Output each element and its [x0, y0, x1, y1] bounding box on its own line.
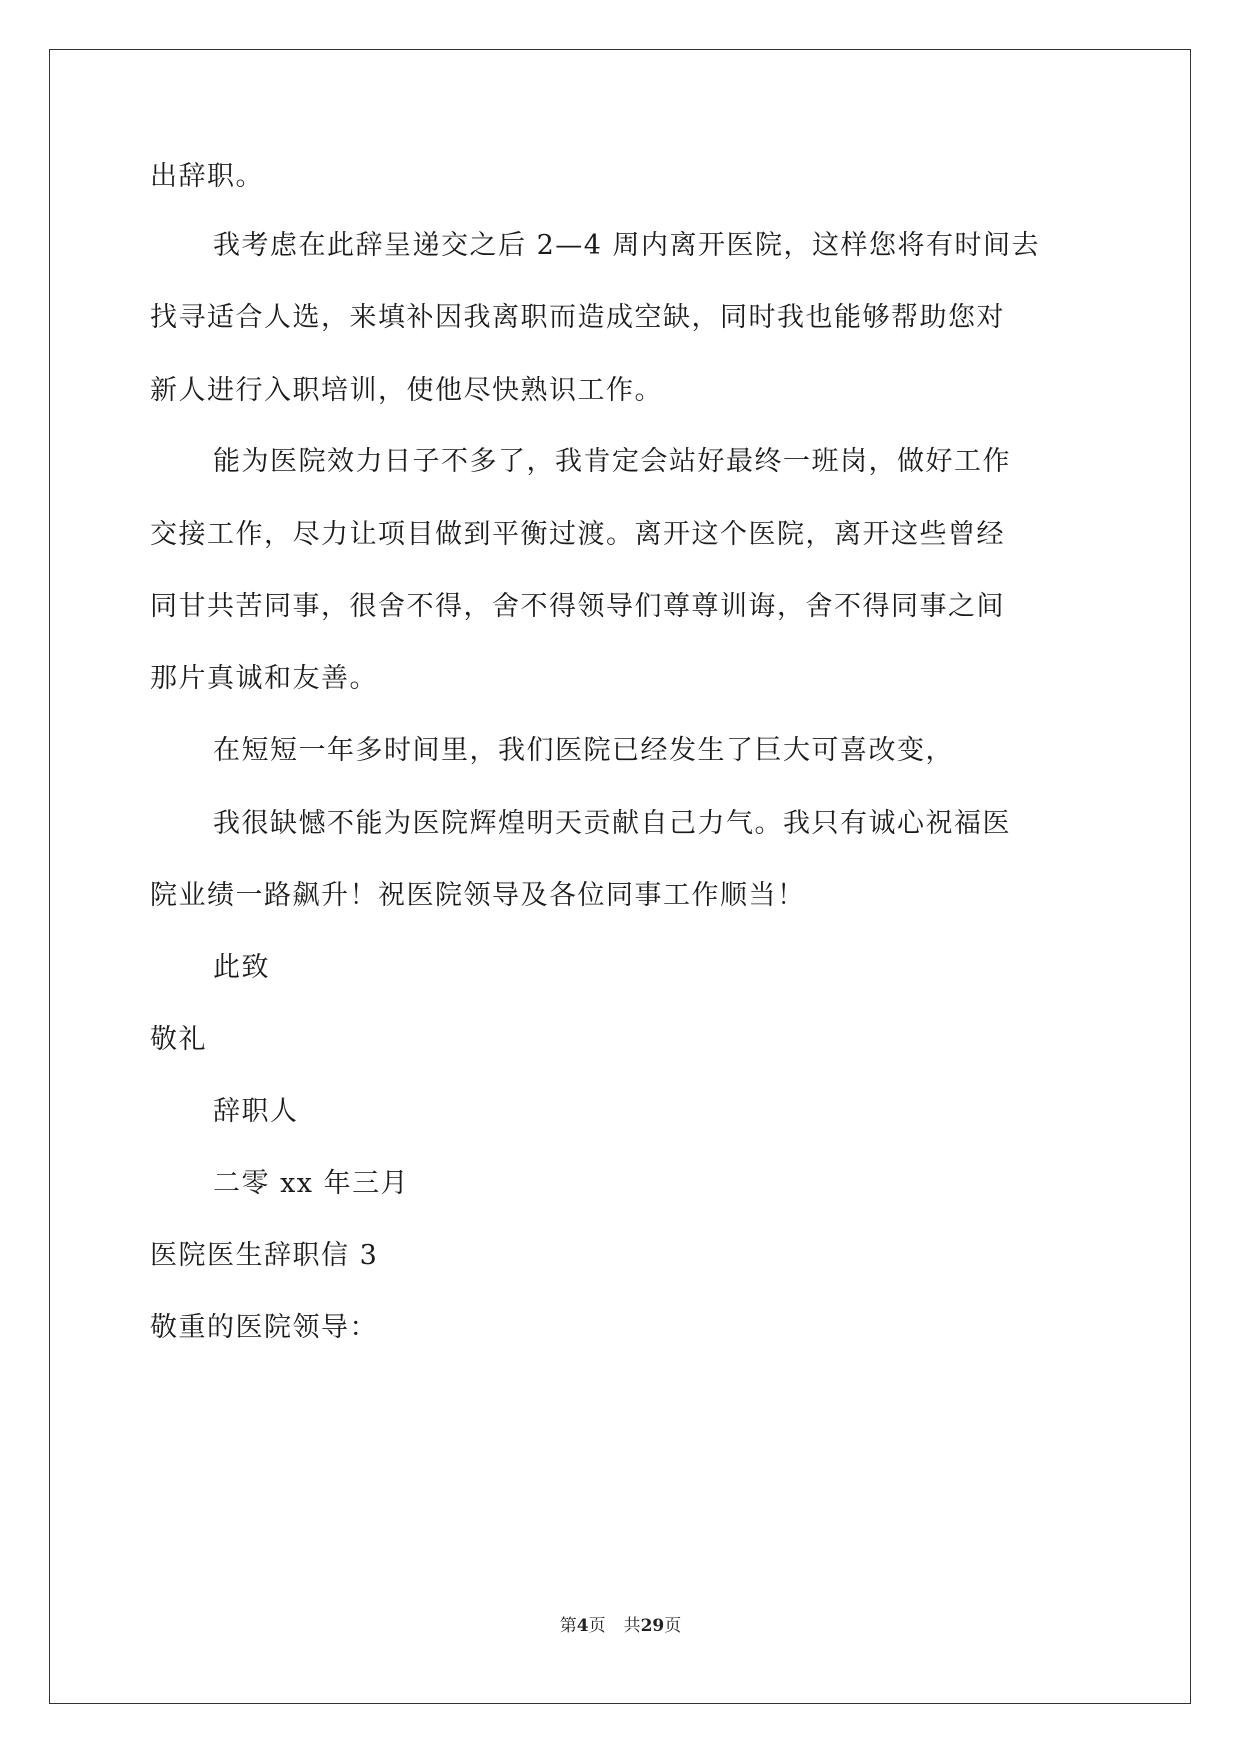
total-suffix: 页 — [664, 1616, 682, 1636]
page-number: 4 — [576, 1616, 589, 1636]
text-line-6: 交接工作，尽力让项目做到平衡过渡。离开这个医院，离开这些曾经 — [150, 519, 1005, 550]
page-suffix: 页 — [588, 1616, 606, 1636]
total-prefix: 共 — [623, 1616, 641, 1636]
text-line-3: 找寻适合人选，来填补因我离职而造成空缺，同时我也能够帮助您对 — [150, 302, 1005, 333]
letter-title: 医院医生辞职信 3 — [150, 1240, 379, 1271]
text-line-4: 新人进行入职培训，使他尽快熟识工作。 — [150, 375, 663, 406]
text-line-10: 我很缺憾不能为医院辉煌明天贡献自己力气。我只有诚心祝福医 — [213, 808, 1011, 839]
salutation-closing: 敬礼 — [150, 1024, 207, 1055]
page-prefix: 第 — [559, 1616, 577, 1636]
text-line-1: 出辞职。 — [150, 161, 264, 192]
text-line-11: 院业绩一路飙升！祝医院领导及各位同事工作顺当！ — [150, 880, 806, 911]
page-footer — [0, 1614, 1241, 1638]
letter-greeting: 敬重的医院领导： — [150, 1312, 378, 1343]
text-line-5: 能为医院效力日子不多了，我肯定会站好最终一班岗，做好工作 — [213, 446, 1011, 477]
text-line-2: 我考虑在此辞呈递交之后 2—4 周内离开医院，这样您将有时间去 — [213, 230, 1041, 261]
signature-label: 辞职人 — [213, 1096, 299, 1127]
total-pages: 29 — [640, 1616, 665, 1636]
date-line: 二零 xx 年三月 — [213, 1168, 410, 1199]
text-line-8: 那片真诚和友善。 — [150, 663, 378, 694]
text-line-9: 在短短一年多时间里，我们医院已经发生了巨大可喜改变， — [213, 735, 954, 766]
text-line-7: 同甘共苦同事，很舍不得，舍不得领导们尊尊训诲，舍不得同事之间 — [150, 591, 1005, 622]
closing-phrase: 此致 — [213, 952, 270, 983]
